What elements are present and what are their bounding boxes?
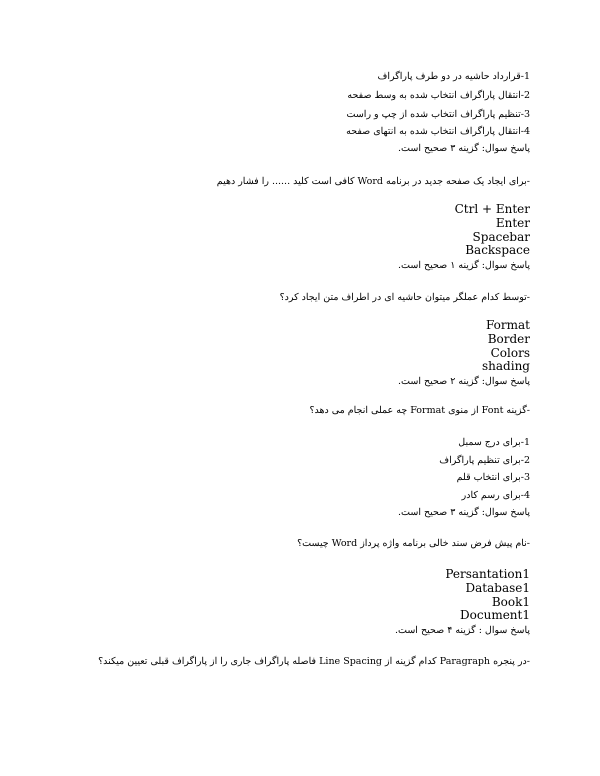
- q1-option-3: 3-تنظیم پاراگراف انتخاب شده از چپ و راست: [346, 109, 530, 120]
- q3-option-2: Border: [487, 332, 530, 346]
- q1-option-4: 4-انتقال پاراگراف انتخاب شده به انتهای صفحه: [346, 126, 530, 137]
- q2-option-3: Spacebar: [472, 230, 530, 244]
- q5-option-4: Document1: [460, 608, 530, 622]
- q3-answer: پاسخ سوال: گزینه ۲ صحیح است.: [398, 376, 530, 387]
- q1-option-2: 2-انتقال پاراگراف انتخاب شده به وسط صفحه: [347, 90, 530, 101]
- q5-question: -نام پیش فرض سند خالی برنامه واژه پرداز Word چیست؟: [297, 538, 530, 549]
- q4-option-2: 2-برای تنظیم پاراگراف: [439, 455, 530, 466]
- q5-option-2: Database1: [465, 581, 530, 595]
- q3-option-1: Format: [486, 318, 530, 332]
- q4-option-3: 3-برای انتخاب قلم: [456, 472, 530, 483]
- q2-option-4: Backspace: [465, 243, 530, 257]
- q5-option-3: Book1: [491, 595, 530, 609]
- q4-option-4: 4-برای رسم کادر: [461, 490, 530, 501]
- q1-option-1: 1-قرارداد حاشیه در دو طرف پاراگراف: [377, 71, 530, 82]
- q3-option-4: shading: [482, 359, 530, 373]
- q5-option-1: Persantation1: [445, 567, 530, 581]
- q2-option-2: Enter: [495, 216, 530, 230]
- q6-question: -در پنجره Paragraph کدام گزینه از Line Spacing فاصله پاراگراف جاری را از پاراگراف قبلی تعیین میکند؟: [98, 656, 530, 667]
- q4-option-1: 1-برای درج سمبل: [458, 437, 530, 448]
- q2-option-1: Ctrl + Enter: [454, 202, 530, 216]
- q4-answer: پاسخ سوال: گزینه ۳ صحیح است.: [398, 507, 530, 518]
- q3-option-3: Colors: [490, 346, 530, 360]
- q4-question: -گزینه Font از منوی Format چه عملی انجام می دهد؟: [309, 405, 530, 416]
- q3-question: -توسط کدام عملگر میتوان حاشیه ای در اطراف متن ایجاد کرد؟: [279, 292, 530, 303]
- q2-answer: پاسخ سوال: گزینه ۱ صحیح است.: [398, 260, 530, 271]
- q1-answer: پاسخ سوال: گزینه ۳ صحیح است.: [398, 143, 530, 154]
- q5-answer: پاسخ سوال : گزینه ۴ صحیح است.: [395, 625, 530, 636]
- q2-question: -برای ایجاد یک صفحه جدید در برنامه Word کافی است کلید ...... را فشار دهیم: [216, 176, 530, 187]
